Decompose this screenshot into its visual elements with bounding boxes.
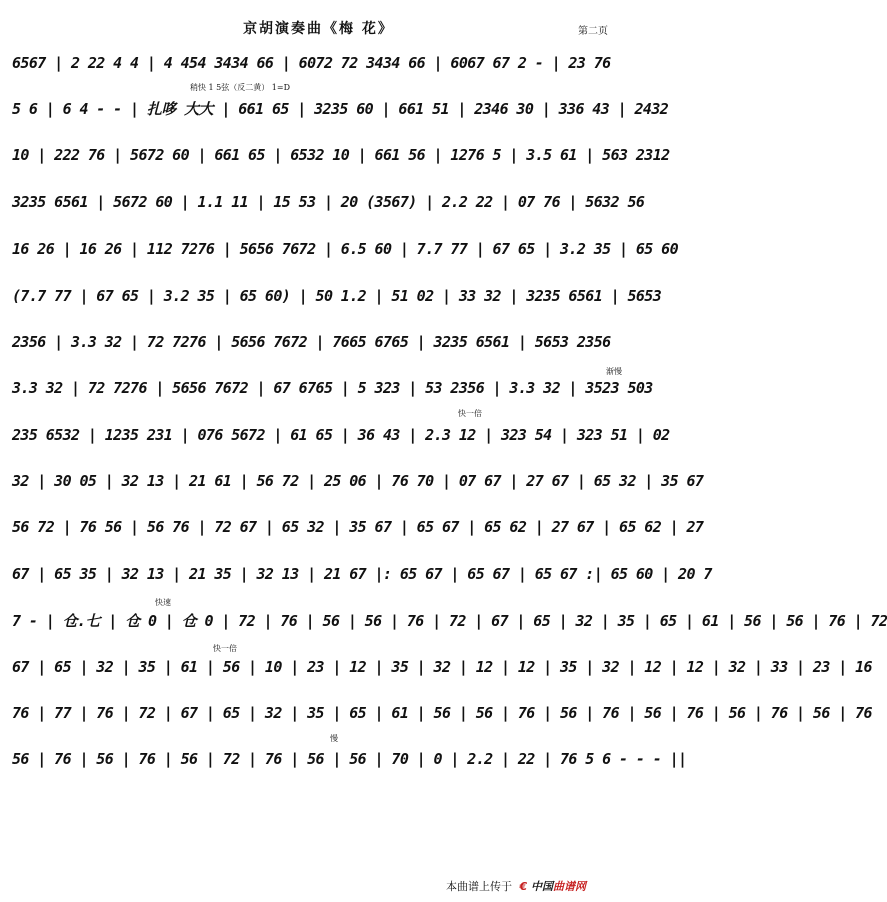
page-title: 京胡演奏曲《梅 花》 [243,21,394,37]
score-line-10: 32 | 30 05 | 32 13 | 21 61 | 56 72 | 25 06 | 76 70 | 07 67 | 27 67 | 65 32 | 35 67 [12,472,704,490]
score-line-14: 67 | 65 | 32 | 35 | 61 | 56 | 10 | 23 | 12 | 35 | 32 | 12 | 12 | 35 | 32 | 12 | 12 | 32 | 33 | 23 | 16 [12,658,872,676]
site-logo-name-2: 曲谱网 [553,880,586,893]
score-line-4: 3235 6561 | 5672 60 | 1.1 11 | 15 53 | 20 (3567) | 2.2 22 | 07 76 | 5632 56 [12,193,645,211]
tempo-slow: 慢 [330,734,338,743]
tempo-fast: 快速 [155,598,171,607]
footer-upload-text: 本曲谱上传于 [446,880,512,893]
site-logo-mark-icon: € [519,880,528,893]
score-line-6: (7.7 77 | 67 65 | 3.2 35 | 65 60) | 50 1.2 | 51 02 | 33 32 | 3235 6561 | 5653 [12,287,662,305]
tempo-key-marking: 稍快 1 5弦（反二黄） 1=D [190,83,291,92]
score-line-16: 56 | 76 | 56 | 76 | 56 | 72 | 76 | 56 | 56 | 70 | 0 | 2.2 | 22 | 76 5 6 - - - || [12,750,687,768]
tempo-faster-2: 快一倍 [213,644,237,653]
tempo-faster-1: 快一倍 [458,409,482,418]
score-line-8: 3.3 32 | 72 7276 | 5656 7672 | 67 6765 | 5 323 | 53 2356 | 3.3 32 | 3523 503 [12,379,653,397]
tempo-gradual-slow: 渐慢 [606,367,622,376]
score-line-15: 76 | 77 | 76 | 72 | 67 | 65 | 32 | 35 | 65 | 61 | 56 | 56 | 76 | 56 | 76 | 56 | 76 | 56 | 76 | 56 | 76 [12,704,872,722]
score-line-2: 5 6 | 6 4 - - | 扎哆 大大 | 661 65 | 3235 60 | 661 51 | 2346 30 | 336 43 | 2432 [12,100,669,118]
score-line-3: 10 | 222 76 | 5672 60 | 661 65 | 6532 10 | 661 56 | 1276 5 | 3.5 61 | 563 2312 [12,146,670,164]
score-line-5: 16 26 | 16 26 | 112 7276 | 5656 7672 | 6.5 60 | 7.7 77 | 67 65 | 3.2 35 | 65 60 [12,240,679,258]
page-number-label: 第二页 [578,26,608,37]
footer [446,878,586,894]
score-line-12: 67 | 65 35 | 32 13 | 21 35 | 32 13 | 21 67 |: 65 67 | 65 67 | 65 67 :| 65 60 | 20 7 [12,565,712,583]
score-line-1: 6567 | 2 22 4 4 | 4 454 3434 66 | 6072 72 3434 66 | 6067 67 2 - | 23 76 [12,54,611,72]
score-line-13: 7 - | 仓.七 | 仓 0 | 仓 0 | 72 | 76 | 56 | 56 | 76 | 72 | 67 | 65 | 32 | 35 | 65 | 61 | 56 | 56 | 76 | 72 [12,612,887,630]
site-logo-name-1: 中国 [531,880,553,893]
score-line-7: 2356 | 3.3 32 | 72 7276 | 5656 7672 | 7665 6765 | 3235 6561 | 5653 2356 [12,333,611,351]
site-logo[interactable] [520,878,587,894]
score-line-9: 235 6532 | 1235 231 | 076 5672 | 61 65 | 36 43 | 2.3 12 | 323 54 | 323 51 | 02 [12,426,670,444]
score-line-11: 56 72 | 76 56 | 56 76 | 72 67 | 65 32 | 35 67 | 65 67 | 65 62 | 27 67 | 65 62 | 27 [12,518,704,536]
